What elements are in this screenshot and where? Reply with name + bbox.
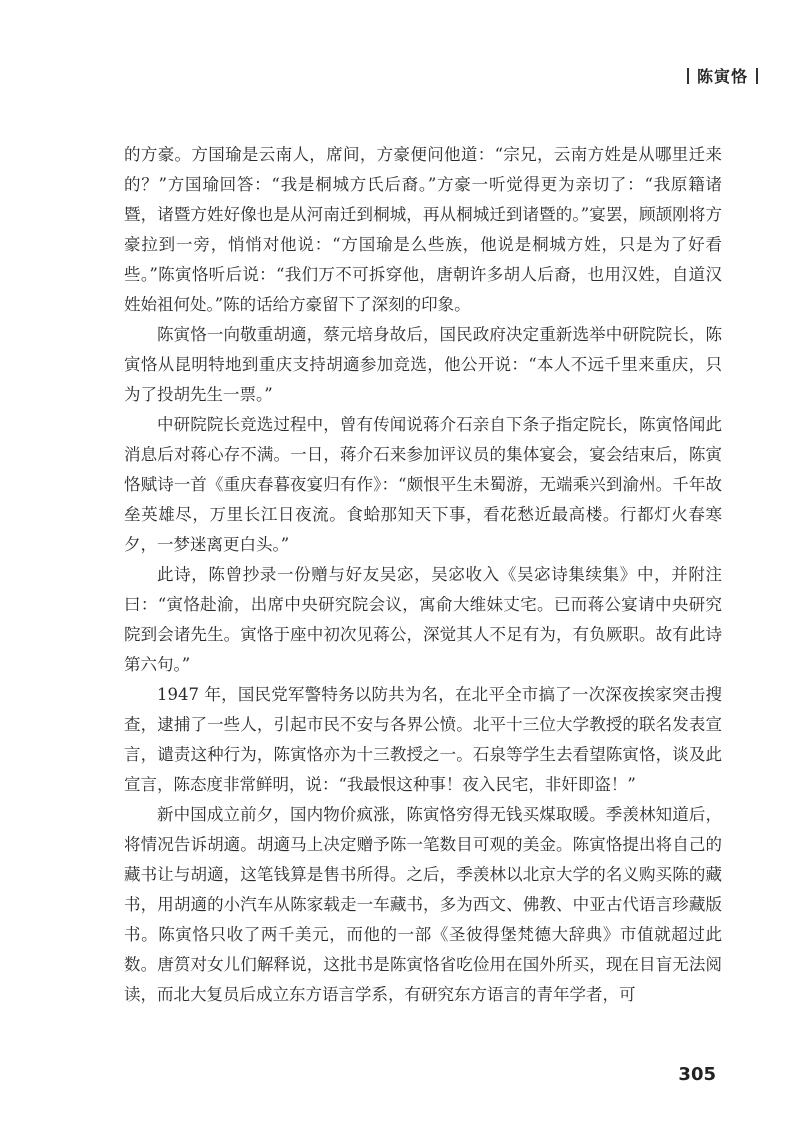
paragraph-continuation: 的方豪。方国瑜是云南人，席间，方豪便问他道：“宗兄，云南方姓是从哪里迁来的？”方国瑜回答：“我是桐城方氏后裔。”方豪一听觉得更为亲切了：“我原籍诸暨，诸暨方姓好像也是从河南迁到桐城，再从桐城迁到诸暨的。”宴罢，顾颉刚将方豪拉到一旁，悄悄对他说：“方国瑜是么些族，他说是桐城方姓，只是为了好看些。”陈寅恪听后说：“我们万不可拆穿他，唐朝许多胡人后裔，也用汉姓，自道汉姓始祖何处。”陈的话给方豪留下了深刻的印象。 bbox=[124, 145, 722, 314]
page-number: 305 bbox=[678, 1064, 716, 1085]
paragraph: 此诗，陈曾抄录一份赠与好友吴宓，吴宓收入《吴宓诗集续集》中，并附注曰：“寅恪赴渝，出席中央研究院会议，寓俞大维妹丈宅。已而蒋公宴请中央研究院到会诸先生。寅恪于座中初次见蒋公，深觉其人不足有为，有负厥职。故有此诗第六句。” bbox=[124, 565, 722, 674]
paragraph: 中研院院长竞选过程中，曾有传闻说蒋介石亲自下条子指定院长，陈寅恪闻此消息后对蒋心存不满。一日，蒋介石来参加评议员的集体宴会，宴会结束后，陈寅恪赋诗一首《重庆春暮夜宴归有作》：“颇恨平生未蜀游，无端乘兴到渝州。千年故垒英雄尽，万里长江日夜流。食蛤那知天下事，看花愁近最高楼。行都灯火春寒夕，一梦迷离更白头。” bbox=[124, 415, 722, 554]
section-title: 陈寅恪 bbox=[696, 67, 748, 86]
paragraph: 1947 年，国民党军警特务以防共为名，在北平全市搞了一次深夜挨家突击搜查，逮捕了一些人，引起市民不安与各界公愤。北平十三位大学教授的联名发表宣言，谴责这种行为，陈寅恪亦为十三教授之一。石泉等学生去看望陈寅恪，谈及此宣言，陈态度非常鲜明，说：“我最恨这种事！夜入民宅，非奸即盗！” bbox=[124, 685, 722, 794]
header-divider-left bbox=[687, 68, 689, 84]
body-text bbox=[124, 140, 722, 1010]
header-divider-right bbox=[756, 68, 758, 84]
running-header bbox=[687, 64, 758, 87]
paragraph: 陈寅恪一向敬重胡適，蔡元培身故后，国民政府决定重新选举中研院院长，陈寅恪从昆明特地到重庆支持胡適参加竞选，他公开说：“本人不远千里来重庆，只为了投胡先生一票。” bbox=[124, 325, 722, 404]
paragraph: 新中国成立前夕，国内物价疯涨，陈寅恪穷得无钱买煤取暖。季羡林知道后，将情况告诉胡適。胡適马上决定赠予陈一笔数目可观的美金。陈寅恪提出将自己的藏书让与胡適，这笔钱算是售书所得。之后，季羡林以北京大学的名义购买陈的藏书，用胡適的小汽车从陈家载走一车藏书，多为西文、佛教、中亚古代语言珍藏版书。陈寅恪只收了两千美元，而他的一部《圣彼得堡梵德大辞典》市值就超过此数。唐筼对女儿们解释说，这批书是陈寅恪省吃俭用在国外所买，现在目盲无法阅读，而北大复员后成立东方语言学系，有研究东方语言的青年学者，可 bbox=[124, 805, 722, 1004]
